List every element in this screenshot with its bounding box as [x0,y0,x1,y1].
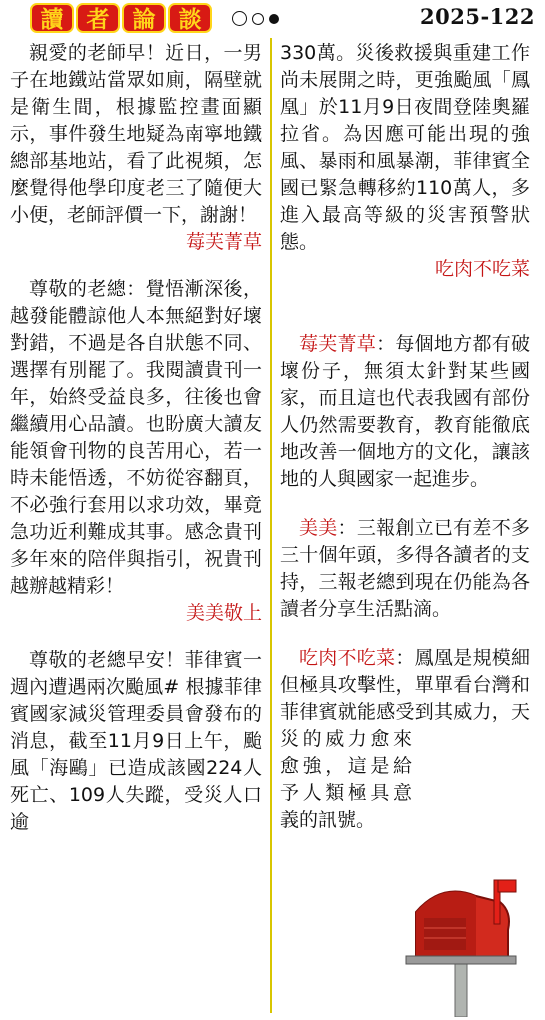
left-column [10,40,262,836]
logo-char: 者 [76,3,120,33]
logo-char: 談 [168,3,212,33]
page-header [0,0,545,36]
reply-speaker: 莓芙菁草 [299,333,377,355]
letter-signature: 美美敬上 [185,602,262,624]
logo-char: 論 [122,3,166,33]
editor-reply [280,331,530,493]
reply-text: ：三報創立已有差不多三十個年頭，多得各讀者的支持，三報老總到現在仍能為各讀者分享生活點滴。 [280,517,530,620]
letter-body-continued: 330萬。災後救援與重建工作尚未展開之時，更強颱風「鳳凰」於11月9日夜間登陸奧羅拉省。為因應可能出現的強風、暴雨和風暴潮，菲律賓全國已緊急轉移約110萬人，多進入最高等級的災害預警狀態。 [280,42,530,253]
reply-text: ：每個地方都有破壞份子，無須太針對某些國家，而且這也代表我國有部份人仍然需要教育，教育能徹底地改善一個地方的文化，讓該地的人與國家一起進步。 [280,333,530,490]
letter-body: 尊敬的老總早安！菲律賓一週內遭遇兩次颱風# 根據菲律賓國家減災管理委員會發布的消息，截至11月9日上午，颱風「海鷗」已造成該國224人死亡、109人失蹤，受災人口逾 [10,649,262,833]
logo-char: 讀 [30,3,74,33]
editor-reply [280,645,530,834]
mailbox-icon [402,872,522,1017]
letter-signature: 吃肉不吃菜 [434,258,530,280]
right-column [280,40,530,856]
decorative-dots-icon [232,11,279,26]
issue-number: 2025-122 [420,4,535,29]
reply-speaker: 美美 [299,517,338,539]
reply-text: ：鳳凰是規模細但極具攻擊性，單單看台灣和菲律賓就能感受到其威力，天災的威力愈來愈強，這是給予人類極具意義的訊號。 [280,647,530,831]
letter-signature: 莓芙菁草 [185,231,262,253]
column-divider [270,38,272,1013]
letter-body: 親愛的老師早！近日，一男子在地鐵站當眾如廁，隔壁就是衛生間，根據監控畫面顯示，事件發生地疑為南寧地鐵總部基地站，看了此視頻，怎麼覺得他學印度老三了隨便大小便，老師評價一下，謝謝！ [10,42,262,226]
editor-reply [280,515,530,623]
reply-speaker: 吃肉不吃菜 [299,647,396,669]
column-logo [30,3,212,33]
letter-body: 尊敬的老總：覺悟漸深後，越發能體諒他人本無絕對好壞對錯，不過是各自狀態不同、選擇有別罷了。我閱讀貴刊一年，始終受益良多，往後也會繼續用心品讀。也盼廣大讀友能領會刊物的良苦用心，若一時未能悟透，不妨從容翻頁，不必強行套用以求功效，畢竟急功近利難成其事。感念貴刊多年來的陪伴與指引，祝貴刊越辦越精彩！ [10,278,262,597]
